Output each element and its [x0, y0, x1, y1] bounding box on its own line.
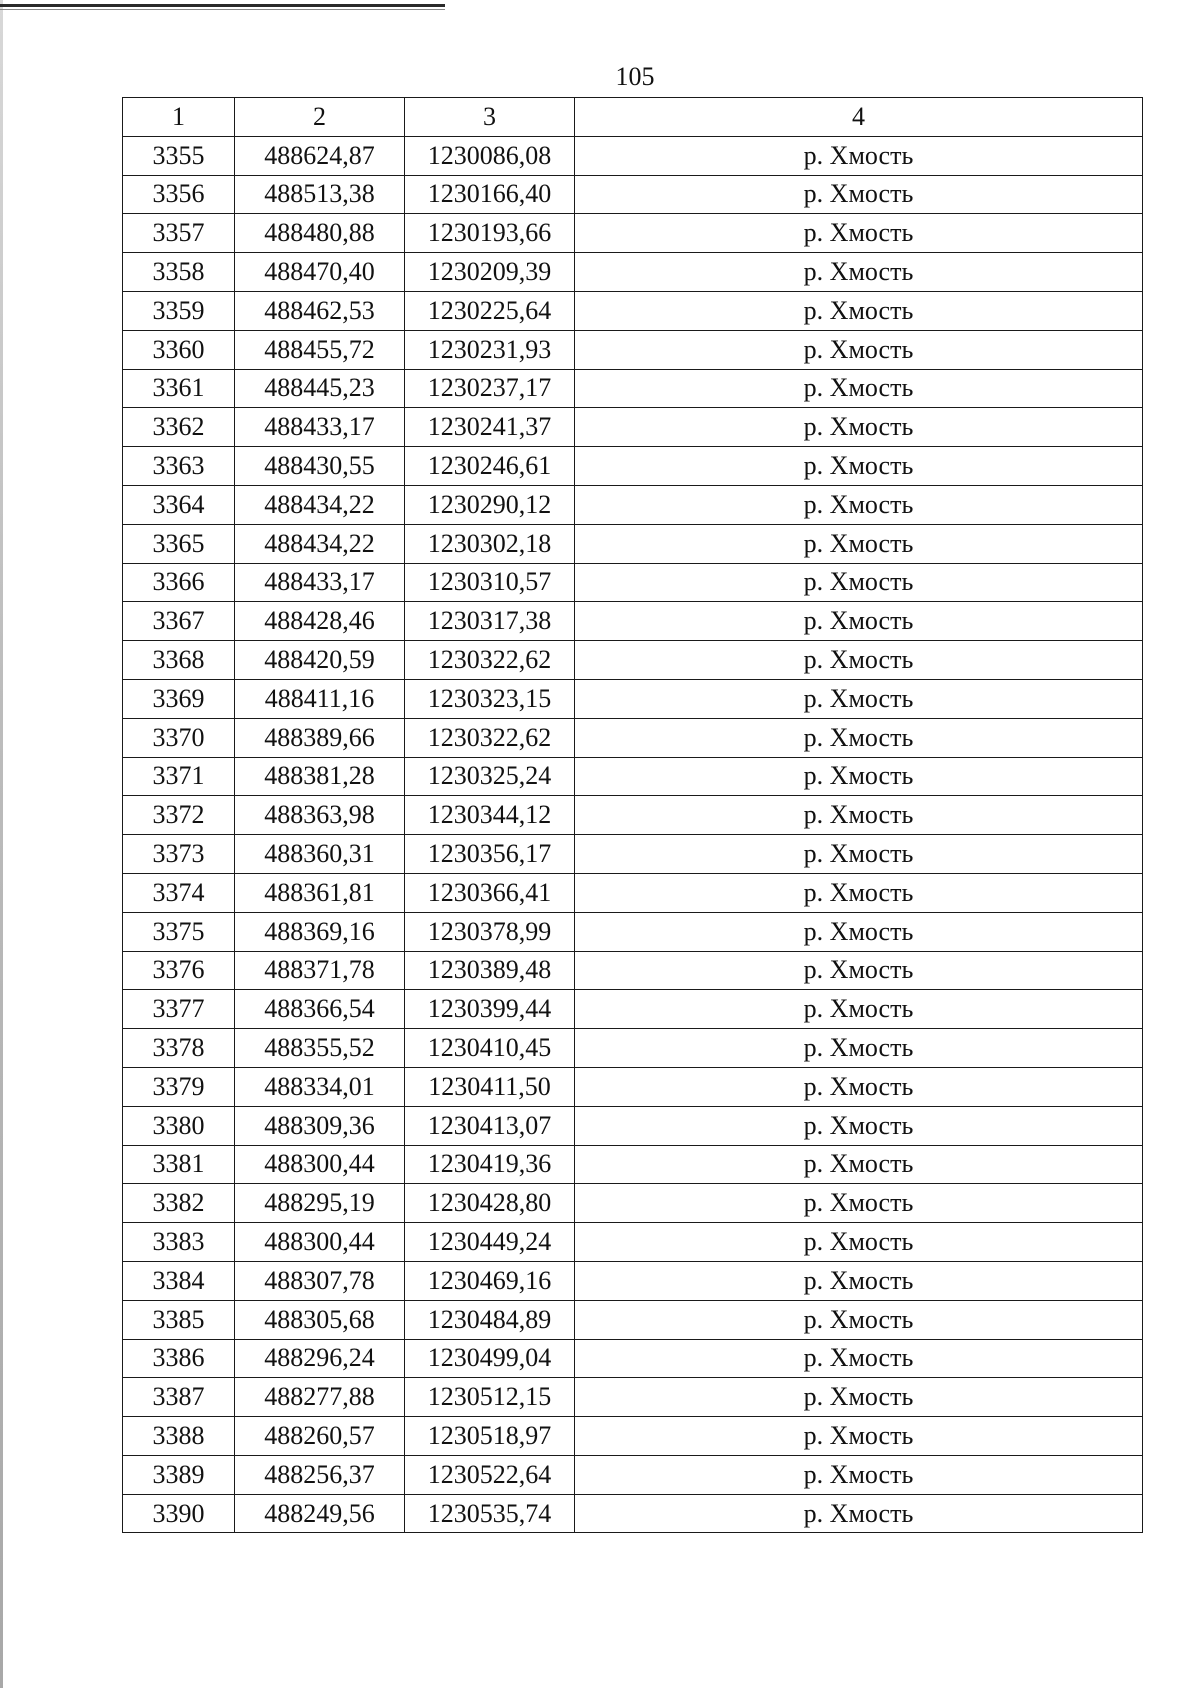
table-row [123, 1145, 1143, 1184]
x-coordinate-cell: 488295,19 [235, 1184, 405, 1223]
x-coordinate-cell: 488277,88 [235, 1378, 405, 1417]
x-coordinate-cell: 488366,54 [235, 990, 405, 1029]
y-coordinate-cell: 1230378,99 [405, 912, 575, 951]
y-coordinate-cell: 1230241,37 [405, 408, 575, 447]
point-number-cell: 3363 [123, 447, 235, 486]
point-number-cell: 3358 [123, 253, 235, 292]
x-coordinate-cell: 488363,98 [235, 796, 405, 835]
y-coordinate-cell: 1230193,66 [405, 214, 575, 253]
point-number-cell: 3368 [123, 641, 235, 680]
point-number-cell: 3379 [123, 1067, 235, 1106]
point-number-cell: 3369 [123, 679, 235, 718]
y-coordinate-cell: 1230302,18 [405, 524, 575, 563]
description-cell: р. Хмость [575, 912, 1143, 951]
description-cell: р. Хмость [575, 524, 1143, 563]
point-number-cell: 3381 [123, 1145, 235, 1184]
y-coordinate-cell: 1230322,62 [405, 718, 575, 757]
table-row [123, 718, 1143, 757]
description-cell: р. Хмость [575, 1029, 1143, 1068]
y-coordinate-cell: 1230246,61 [405, 447, 575, 486]
y-coordinate-cell: 1230389,48 [405, 951, 575, 990]
x-coordinate-cell: 488480,88 [235, 214, 405, 253]
x-coordinate-cell: 488307,78 [235, 1261, 405, 1300]
table-row [123, 524, 1143, 563]
table-row [123, 291, 1143, 330]
point-number-cell: 3375 [123, 912, 235, 951]
point-number-cell: 3355 [123, 136, 235, 175]
table-header-row [123, 98, 1143, 137]
description-cell: р. Хмость [575, 641, 1143, 680]
x-coordinate-cell: 488389,66 [235, 718, 405, 757]
table-row [123, 214, 1143, 253]
table-row [123, 1339, 1143, 1378]
y-coordinate-cell: 1230225,64 [405, 291, 575, 330]
x-coordinate-cell: 488309,36 [235, 1106, 405, 1145]
point-number-cell: 3373 [123, 835, 235, 874]
column-header-2: 2 [235, 98, 405, 137]
y-coordinate-cell: 1230512,15 [405, 1378, 575, 1417]
y-coordinate-cell: 1230419,36 [405, 1145, 575, 1184]
table-row [123, 175, 1143, 214]
y-coordinate-cell: 1230325,24 [405, 757, 575, 796]
table-row [123, 1494, 1143, 1533]
table-row [123, 1455, 1143, 1494]
x-coordinate-cell: 488513,38 [235, 175, 405, 214]
x-coordinate-cell: 488361,81 [235, 873, 405, 912]
point-number-cell: 3374 [123, 873, 235, 912]
table-row [123, 369, 1143, 408]
y-coordinate-cell: 1230449,24 [405, 1223, 575, 1262]
y-coordinate-cell: 1230522,64 [405, 1455, 575, 1494]
x-coordinate-cell: 488360,31 [235, 835, 405, 874]
x-coordinate-cell: 488428,46 [235, 602, 405, 641]
point-number-cell: 3385 [123, 1300, 235, 1339]
description-cell: р. Хмость [575, 291, 1143, 330]
point-number-cell: 3382 [123, 1184, 235, 1223]
point-number-cell: 3390 [123, 1494, 235, 1533]
description-cell: р. Хмость [575, 602, 1143, 641]
description-cell: р. Хмость [575, 873, 1143, 912]
description-cell: р. Хмость [575, 253, 1143, 292]
description-cell: р. Хмость [575, 1455, 1143, 1494]
point-number-cell: 3370 [123, 718, 235, 757]
table-row [123, 1029, 1143, 1068]
coordinates-table [122, 97, 1143, 1533]
table-row [123, 990, 1143, 1029]
point-number-cell: 3366 [123, 563, 235, 602]
column-header-1: 1 [123, 98, 235, 137]
description-cell: р. Хмость [575, 1184, 1143, 1223]
y-coordinate-cell: 1230518,97 [405, 1417, 575, 1456]
y-coordinate-cell: 1230322,62 [405, 641, 575, 680]
table-row [123, 1417, 1143, 1456]
description-cell: р. Хмость [575, 835, 1143, 874]
point-number-cell: 3388 [123, 1417, 235, 1456]
x-coordinate-cell: 488381,28 [235, 757, 405, 796]
description-cell: р. Хмость [575, 757, 1143, 796]
point-number-cell: 3357 [123, 214, 235, 253]
x-coordinate-cell: 488455,72 [235, 330, 405, 369]
y-coordinate-cell: 1230411,50 [405, 1067, 575, 1106]
scan-artifact-line-thin [0, 9, 445, 10]
page-number: 105 [615, 62, 655, 91]
x-coordinate-cell: 488355,52 [235, 1029, 405, 1068]
y-coordinate-cell: 1230323,15 [405, 679, 575, 718]
table-row [123, 1261, 1143, 1300]
table-row [123, 1184, 1143, 1223]
table-row [123, 757, 1143, 796]
x-coordinate-cell: 488434,22 [235, 524, 405, 563]
description-cell: р. Хмость [575, 1300, 1143, 1339]
description-cell: р. Хмость [575, 796, 1143, 835]
point-number-cell: 3387 [123, 1378, 235, 1417]
x-coordinate-cell: 488462,53 [235, 291, 405, 330]
point-number-cell: 3359 [123, 291, 235, 330]
point-number-cell: 3365 [123, 524, 235, 563]
table-row [123, 641, 1143, 680]
table-row [123, 951, 1143, 990]
x-coordinate-cell: 488470,40 [235, 253, 405, 292]
table-row [123, 912, 1143, 951]
point-number-cell: 3371 [123, 757, 235, 796]
table-row [123, 835, 1143, 874]
y-coordinate-cell: 1230209,39 [405, 253, 575, 292]
y-coordinate-cell: 1230535,74 [405, 1494, 575, 1533]
x-coordinate-cell: 488371,78 [235, 951, 405, 990]
y-coordinate-cell: 1230086,08 [405, 136, 575, 175]
y-coordinate-cell: 1230366,41 [405, 873, 575, 912]
table-row [123, 563, 1143, 602]
x-coordinate-cell: 488430,55 [235, 447, 405, 486]
point-number-cell: 3377 [123, 990, 235, 1029]
table-row [123, 447, 1143, 486]
x-coordinate-cell: 488296,24 [235, 1339, 405, 1378]
point-number-cell: 3386 [123, 1339, 235, 1378]
description-cell: р. Хмость [575, 330, 1143, 369]
table-row [123, 136, 1143, 175]
column-header-4: 4 [575, 98, 1143, 137]
point-number-cell: 3361 [123, 369, 235, 408]
description-cell: р. Хмость [575, 1417, 1143, 1456]
x-coordinate-cell: 488249,56 [235, 1494, 405, 1533]
y-coordinate-cell: 1230428,80 [405, 1184, 575, 1223]
x-coordinate-cell: 488411,16 [235, 679, 405, 718]
table-row [123, 602, 1143, 641]
description-cell: р. Хмость [575, 1223, 1143, 1262]
description-cell: р. Хмость [575, 408, 1143, 447]
description-cell: р. Хмость [575, 563, 1143, 602]
point-number-cell: 3389 [123, 1455, 235, 1494]
x-coordinate-cell: 488624,87 [235, 136, 405, 175]
description-cell: р. Хмость [575, 679, 1143, 718]
table-row [123, 330, 1143, 369]
point-number-cell: 3360 [123, 330, 235, 369]
table-row [123, 1067, 1143, 1106]
description-cell: р. Хмость [575, 369, 1143, 408]
y-coordinate-cell: 1230399,44 [405, 990, 575, 1029]
table-body [123, 136, 1143, 1533]
description-cell: р. Хмость [575, 1261, 1143, 1300]
x-coordinate-cell: 488260,57 [235, 1417, 405, 1456]
description-cell: р. Хмость [575, 1106, 1143, 1145]
description-cell: р. Хмость [575, 1378, 1143, 1417]
y-coordinate-cell: 1230484,89 [405, 1300, 575, 1339]
description-cell: р. Хмость [575, 175, 1143, 214]
description-cell: р. Хмость [575, 1067, 1143, 1106]
scan-artifact-line [0, 4, 445, 7]
table-row [123, 1378, 1143, 1417]
scan-edge [0, 0, 3, 1688]
description-cell: р. Хмость [575, 136, 1143, 175]
x-coordinate-cell: 488434,22 [235, 485, 405, 524]
description-cell: р. Хмость [575, 951, 1143, 990]
description-cell: р. Хмость [575, 1339, 1143, 1378]
description-cell: р. Хмость [575, 1494, 1143, 1533]
y-coordinate-cell: 1230469,16 [405, 1261, 575, 1300]
y-coordinate-cell: 1230499,04 [405, 1339, 575, 1378]
description-cell: р. Хмость [575, 718, 1143, 757]
y-coordinate-cell: 1230231,93 [405, 330, 575, 369]
x-coordinate-cell: 488433,17 [235, 408, 405, 447]
description-cell: р. Хмость [575, 1145, 1143, 1184]
y-coordinate-cell: 1230290,12 [405, 485, 575, 524]
point-number-cell: 3384 [123, 1261, 235, 1300]
table-row [123, 796, 1143, 835]
table-row [123, 485, 1143, 524]
table-row [123, 873, 1143, 912]
y-coordinate-cell: 1230413,07 [405, 1106, 575, 1145]
y-coordinate-cell: 1230310,57 [405, 563, 575, 602]
point-number-cell: 3378 [123, 1029, 235, 1068]
table-row [123, 1106, 1143, 1145]
point-number-cell: 3380 [123, 1106, 235, 1145]
table-row [123, 679, 1143, 718]
table-row [123, 1300, 1143, 1339]
x-coordinate-cell: 488445,23 [235, 369, 405, 408]
point-number-cell: 3376 [123, 951, 235, 990]
x-coordinate-cell: 488369,16 [235, 912, 405, 951]
description-cell: р. Хмость [575, 447, 1143, 486]
point-number-cell: 3367 [123, 602, 235, 641]
description-cell: р. Хмость [575, 214, 1143, 253]
x-coordinate-cell: 488334,01 [235, 1067, 405, 1106]
point-number-cell: 3364 [123, 485, 235, 524]
point-number-cell: 3356 [123, 175, 235, 214]
description-cell: р. Хмость [575, 990, 1143, 1029]
table-row [123, 1223, 1143, 1262]
y-coordinate-cell: 1230356,17 [405, 835, 575, 874]
y-coordinate-cell: 1230237,17 [405, 369, 575, 408]
x-coordinate-cell: 488300,44 [235, 1145, 405, 1184]
table-row [123, 253, 1143, 292]
x-coordinate-cell: 488420,59 [235, 641, 405, 680]
point-number-cell: 3383 [123, 1223, 235, 1262]
y-coordinate-cell: 1230166,40 [405, 175, 575, 214]
x-coordinate-cell: 488433,17 [235, 563, 405, 602]
column-header-3: 3 [405, 98, 575, 137]
x-coordinate-cell: 488256,37 [235, 1455, 405, 1494]
y-coordinate-cell: 1230410,45 [405, 1029, 575, 1068]
y-coordinate-cell: 1230344,12 [405, 796, 575, 835]
y-coordinate-cell: 1230317,38 [405, 602, 575, 641]
point-number-cell: 3362 [123, 408, 235, 447]
x-coordinate-cell: 488305,68 [235, 1300, 405, 1339]
table-row [123, 408, 1143, 447]
point-number-cell: 3372 [123, 796, 235, 835]
x-coordinate-cell: 488300,44 [235, 1223, 405, 1262]
description-cell: р. Хмость [575, 485, 1143, 524]
